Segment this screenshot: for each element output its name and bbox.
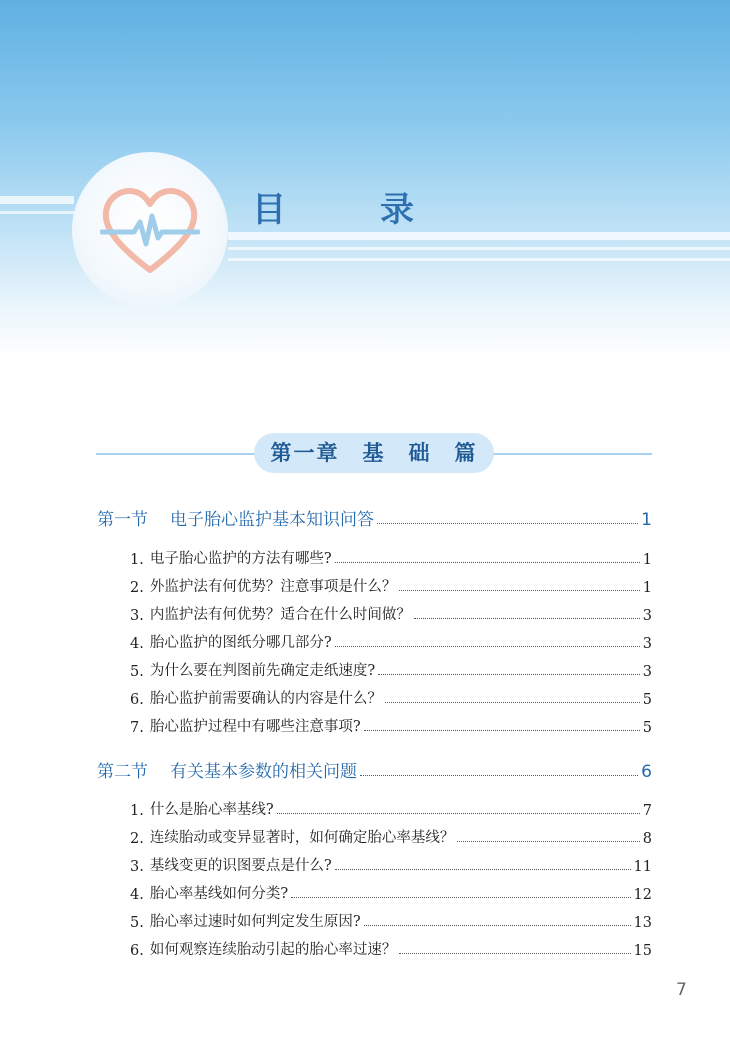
entry-page: 15 <box>633 943 652 959</box>
leader-dots <box>399 590 639 591</box>
entry-page: 11 <box>633 859 652 875</box>
section-title: 有关基本参数的相关问题 <box>170 762 357 782</box>
entry-text: 胎心监护的图纸分哪几部分? <box>149 635 332 651</box>
header-banner <box>0 0 730 360</box>
toc-entry[interactable] <box>130 687 652 708</box>
leader-dots <box>385 702 640 703</box>
entry-page: 8 <box>642 831 652 847</box>
leader-dots <box>364 730 640 731</box>
heart-pulse-icon <box>100 186 200 278</box>
entry-page: 3 <box>642 608 652 624</box>
entry-text: 如何观察连续胎动引起的胎心率过速？ <box>149 942 397 958</box>
entry-number: 3. <box>130 608 144 624</box>
entry-text: 电子胎心监护的方法有哪些? <box>149 551 332 567</box>
banner-stripe <box>228 232 730 240</box>
leader-dots <box>277 813 640 814</box>
entry-page: 3 <box>642 664 652 680</box>
entry-text: 为什么要在判图前先确定走纸速度? <box>149 663 376 679</box>
toc-entry[interactable] <box>130 575 652 596</box>
leader-dots <box>414 618 640 619</box>
entry-text: 胎心监护过程中有哪些注意事项? <box>149 719 361 735</box>
leader-dots <box>457 841 639 842</box>
entry-text: 胎心率基线如何分类? <box>149 886 289 902</box>
leader-dots <box>377 523 638 524</box>
leader-dots <box>360 775 638 776</box>
banner-stripe <box>0 196 74 204</box>
toc-entry[interactable] <box>130 631 652 652</box>
section-label: 第一节 <box>97 510 148 530</box>
section-page: 6 <box>641 762 652 782</box>
entry-number: 7. <box>130 720 144 736</box>
chapter-heading: 第一章 基 础 篇 <box>254 433 494 473</box>
entry-number: 4. <box>130 636 144 652</box>
toc-entry[interactable] <box>130 826 652 847</box>
banner-stripe <box>228 258 730 261</box>
toc-entry[interactable] <box>130 659 652 680</box>
toc-entry[interactable] <box>130 910 652 931</box>
page-number: 7 <box>676 980 687 1000</box>
entry-page: 5 <box>642 720 652 736</box>
entry-number: 3. <box>130 859 144 875</box>
toc-entry[interactable] <box>130 603 652 624</box>
heart-emblem <box>72 152 228 308</box>
leader-dots <box>364 925 631 926</box>
toc-section-2[interactable] <box>97 757 652 782</box>
entry-text: 什么是胎心率基线? <box>149 802 274 818</box>
entry-text: 内监护法有何优势？适合在什么时间做？ <box>149 607 411 623</box>
entry-number: 6. <box>130 943 144 959</box>
banner-stripe <box>228 247 730 250</box>
banner-stripe <box>0 211 74 214</box>
toc-entry[interactable] <box>130 938 652 959</box>
toc-entry[interactable] <box>130 882 652 903</box>
section-page: 1 <box>641 510 652 530</box>
entry-page: 12 <box>633 887 652 903</box>
entry-number: 5. <box>130 664 144 680</box>
entry-text: 胎心率过速时如何判定发生原因? <box>149 914 361 930</box>
leader-dots <box>399 953 630 954</box>
entry-page: 1 <box>642 552 652 568</box>
entry-number: 6. <box>130 692 144 708</box>
entry-page: 3 <box>642 636 652 652</box>
section-label: 第二节 <box>97 762 148 782</box>
entry-number: 2. <box>130 580 144 596</box>
toc-entry[interactable] <box>130 854 652 875</box>
entry-page: 1 <box>642 580 652 596</box>
leader-dots <box>335 646 640 647</box>
entry-page: 13 <box>633 915 652 931</box>
entry-text: 外监护法有何优势？注意事项是什么？ <box>149 579 397 595</box>
toc-entry[interactable] <box>130 798 652 819</box>
leader-dots <box>291 897 630 898</box>
entry-page: 5 <box>642 692 652 708</box>
toc-entry[interactable] <box>130 715 652 736</box>
leader-dots <box>335 869 631 870</box>
entry-number: 1. <box>130 803 144 819</box>
toc-section-1[interactable] <box>97 505 652 530</box>
entry-number: 2. <box>130 831 144 847</box>
toc-entry[interactable] <box>130 547 652 568</box>
entry-number: 1. <box>130 552 144 568</box>
page-title: 目 录 <box>252 190 444 230</box>
entry-number: 5. <box>130 915 144 931</box>
leader-dots <box>378 674 640 675</box>
entry-page: 7 <box>642 803 652 819</box>
section-title: 电子胎心监护基本知识问答 <box>170 510 374 530</box>
leader-dots <box>335 562 640 563</box>
entry-number: 4. <box>130 887 144 903</box>
entry-text: 连续胎动或变异显著时，如何确定胎心率基线？ <box>149 830 455 846</box>
entry-text: 胎心监护前需要确认的内容是什么？ <box>149 691 382 707</box>
entry-text: 基线变更的识图要点是什么? <box>149 858 332 874</box>
